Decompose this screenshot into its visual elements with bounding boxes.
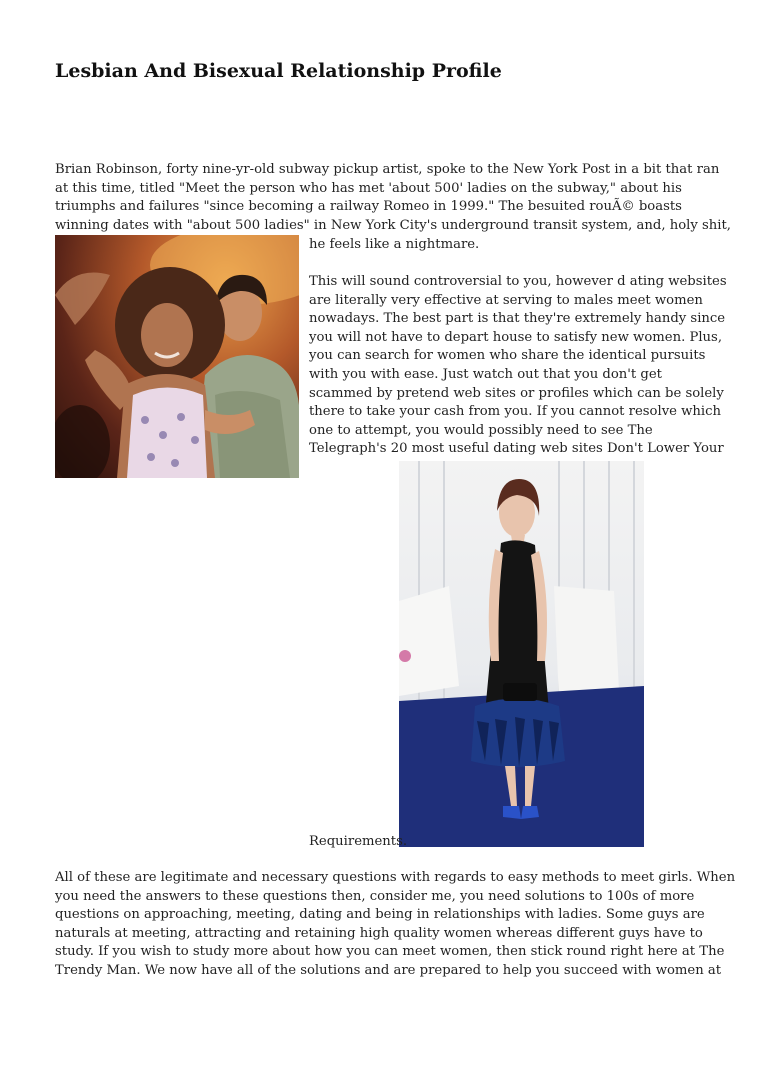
dancing-couple-photo (55, 235, 299, 478)
text-line: scammed by pretend web sites or profiles which can be solely (309, 385, 724, 401)
body-paragraph (309, 273, 729, 459)
body-paragraph-tail (309, 833, 407, 852)
woman-black-dress-photo (399, 461, 644, 847)
text-line: Telegraph's 20 most useful dating web sites Don't Lower Your (309, 441, 724, 457)
text-line: he feels like a nightmare. (309, 237, 480, 252)
text-line: questions on approaching, meeting, dating and being in relationships with ladies. Some guys are (55, 907, 705, 923)
text-line: you need the answers to these questions then, consider me, you need solutions to 100s of more (55, 888, 695, 904)
text-line: you can search for women who share the identical pursuits (309, 348, 706, 364)
text-line: nowadays. The best part is that they're extremely handy since (309, 311, 726, 327)
text-line: winning dates with "about 500 ladies" in New York City's underground transit system, and, holy shit, (55, 217, 731, 233)
text-line: you will not have to depart house to satisfy new women. Plus, (309, 329, 723, 345)
text-line: All of these are legitimate and necessary questions with regards to easy methods to meet girls. When (55, 870, 736, 885)
text-line: at this time, titled "Meet the person who has met 'about 500' ladies on the subway," about his (55, 180, 682, 196)
dancing-couple-illustration (55, 235, 299, 478)
text-line: with you with ease. Just watch out that you don't get (309, 366, 662, 382)
text-line: one to attempt, you would possibly need to see The (309, 422, 653, 438)
text-line: This will sound controversial to you, however d ating websites (309, 274, 727, 289)
text-line: Trendy Man. We now have all of the solutions and are prepared to help you succeed with women at (55, 962, 722, 978)
text-line: Requirements. (309, 834, 408, 849)
text-line: naturals at meeting, attracting and retaining high quality women whereas different guys have to (55, 925, 703, 941)
text-line: study. If you wish to study more about how you can meet women, then stick round right here at The (55, 944, 725, 960)
closing-paragraph (55, 869, 735, 981)
intro-paragraph-tail (309, 236, 729, 255)
page-title: Lesbian And Bisexual Relationship Profile (55, 60, 502, 82)
woman-black-dress-illustration (399, 461, 644, 847)
text-line: Brian Robinson, forty nine-yr-old subway pickup artist, spoke to the New York Post in a bit that ran (55, 162, 720, 177)
intro-paragraph (55, 161, 731, 235)
text-line: triumphs and failures "since becoming a railway Romeo in 1999." The besuited rouÃ© boasts (55, 199, 682, 215)
text-line: are literally very effective at serving to males meet women (309, 292, 703, 308)
text-line: there to take your cash from you. If you cannot resolve which (309, 404, 722, 420)
